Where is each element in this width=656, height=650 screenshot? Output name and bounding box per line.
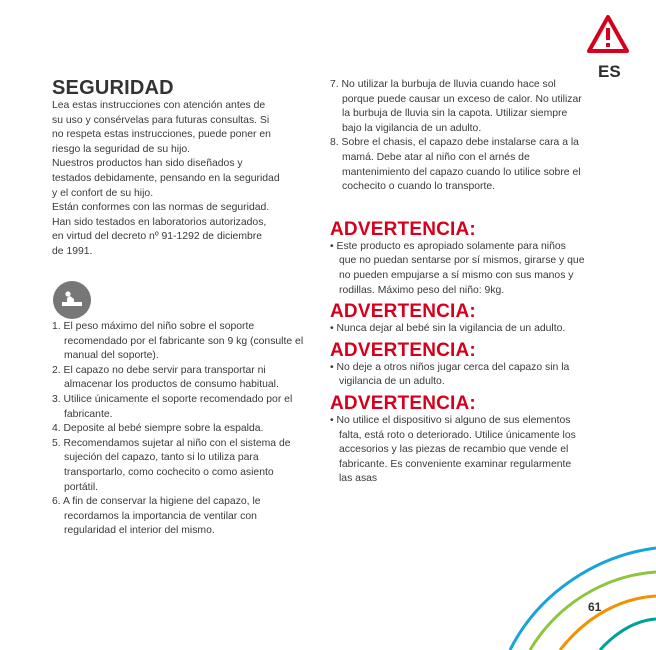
intro-line: su uso y consérvelas para futuras consultas. Si (52, 114, 270, 126)
list-item: 3. Utilice únicamente el soporte recomendado por el fabricante. (52, 393, 293, 420)
language-code: ES (598, 62, 621, 81)
safety-list-right (330, 78, 586, 195)
warning-heading: ADVERTENCIA: (330, 392, 476, 414)
page-title: SEGURIDAD (52, 77, 174, 99)
page-number: 61 (588, 600, 602, 614)
swirl-line-teal (600, 619, 656, 650)
intro-line: en virtud del decreto nº 91-1292 de diciembre (52, 231, 263, 243)
list-item: 4. Deposite al bebé siempre sobre la espalda. (52, 423, 264, 435)
intro-text (52, 99, 314, 260)
list-item: 7. No utilizar la burbuja de lluvia cuando hace sol porque puede causar un exceso de calor. No utilizar la burbuja de lluvia sin la capota. Utilizar siempre bajo la vigilancia de un adulto. (330, 79, 582, 134)
safety-list-left (52, 320, 310, 539)
list-item: 1. El peso máximo del niño sobre el soporte recomendado por el fabricante son 9 kg (consulte el manual del soporte). (52, 321, 304, 362)
intro-line: Han sido testados en laboratorios autorizados, (52, 216, 267, 228)
swirl-line-blue (510, 548, 656, 650)
intro-line: Están conformes con las normas de seguridad. (52, 202, 270, 214)
list-item: 8. Sobre el chasis, el capazo debe instalarse cara a la mamá. Debe atar al niño con el arnés de mantenimiento del capazo cuando lo utilice sobre el cochecito o cuando lo transporte. (330, 137, 581, 193)
right-column (330, 78, 586, 487)
intro-line: testados debidamente, pensando en la seguridad (52, 172, 280, 184)
child-seat-icon (52, 280, 92, 320)
swirl-line-orange (560, 596, 656, 650)
warning-heading: ADVERTENCIA: (330, 339, 476, 361)
left-column (52, 78, 314, 260)
warning-triangle-icon (586, 14, 630, 54)
warning-text: • No utilice el dispositivo si alguno de sus elementos falta, está roto o deteriorado. Utilice únicamente los accesorios y las piezas de recambio que vende el fabricante. Es conveniente examinar regularmente las asas (330, 414, 576, 485)
warning-text: • Nunca dejar al bebé sin la vigilancia de un adulto. (330, 323, 566, 335)
intro-line: Nuestros productos han sido diseñados y (52, 158, 243, 170)
intro-line: Lea estas instrucciones con atención antes de (52, 100, 266, 111)
warning-text: • No deje a otros niños jugar cerca del capazo sin la vigilancia de un adulto. (330, 361, 570, 388)
warning-heading: ADVERTENCIA: (330, 301, 476, 323)
intro-line: y el confort de su hijo. (52, 187, 154, 199)
intro-line: de 1991. (52, 245, 93, 257)
list-item: 5. Recomendamos sujetar al niño con el sistema de sujeción del capazo, tanto si lo utiliza para transportarlo, como cochecito o como asiento portátil. (52, 437, 291, 493)
warning-text: • Este producto es apropiado solamente para niños que no puedan sentarse por sí mismos, girarse y que no pueden empujarse a sí mismo con sus manos y rodillas. Máximo peso del niño: 9kg. (330, 240, 585, 296)
intro-line: riesgo la seguridad de su hijo. (52, 143, 191, 155)
warning-heading: ADVERTENCIA: (330, 218, 476, 240)
intro-line: no respeta estas instrucciones, puede poner en (52, 129, 271, 141)
list-item: 2. El capazo no debe servir para transportar ni almacenar los productos de consumo habitual. (52, 364, 279, 391)
list-item: 6. A fin de conservar la higiene del capazo, le recordamos la importancia de ventilar con regularidad el interior del mismo. (52, 496, 261, 537)
